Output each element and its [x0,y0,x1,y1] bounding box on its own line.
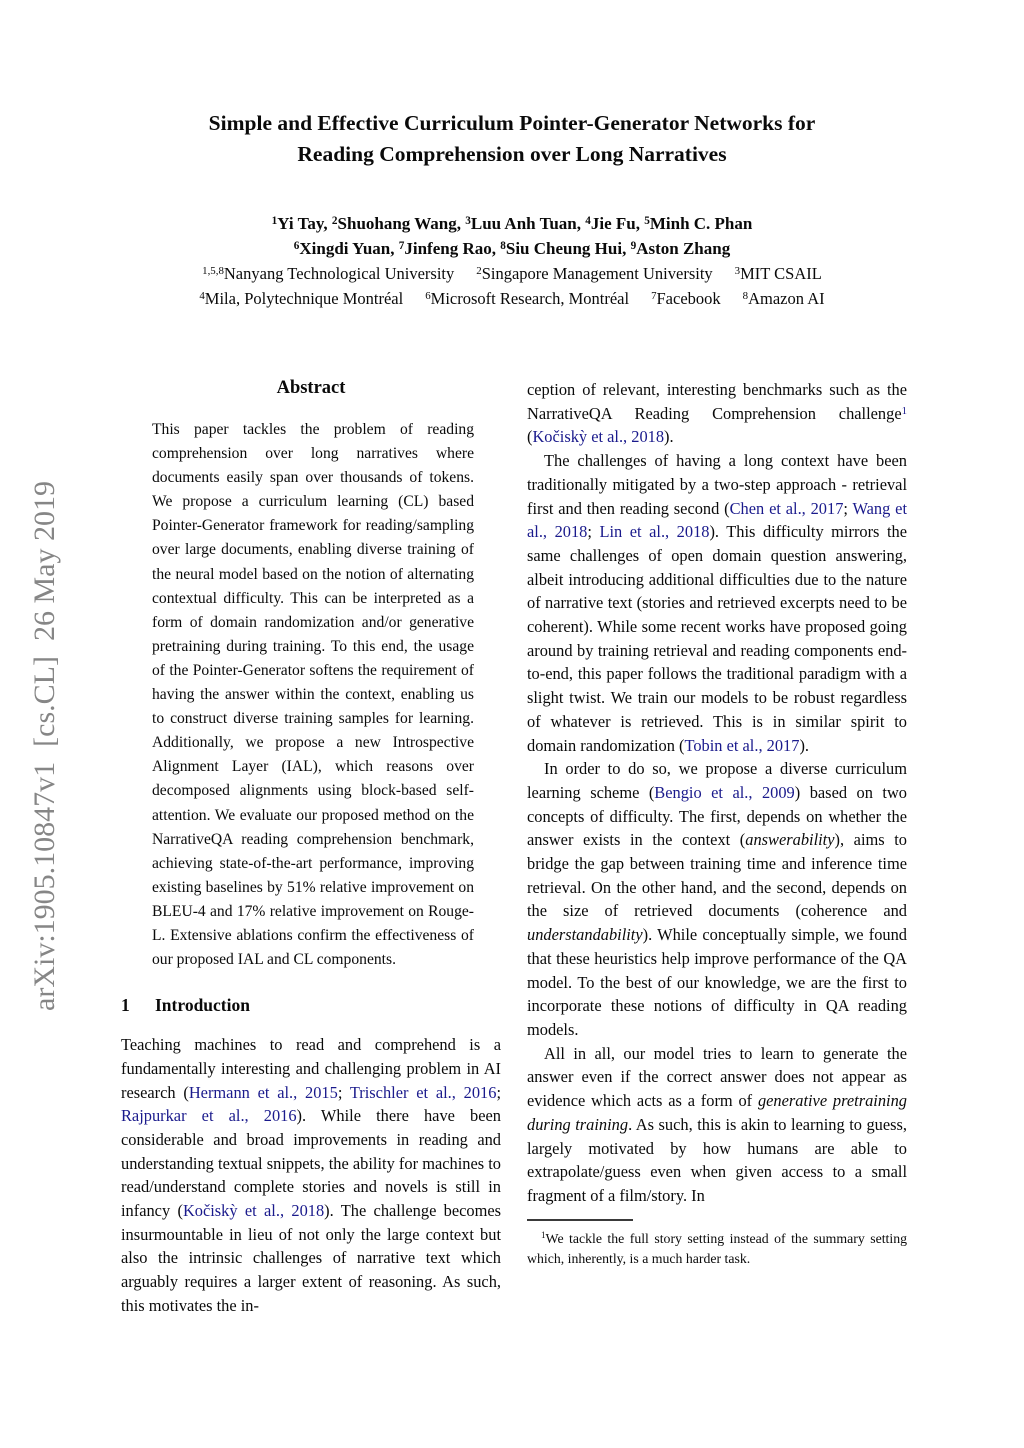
emphasis-text: answerability [745,830,835,850]
text-run: ; [337,1082,350,1102]
superscript: 8 [500,239,506,252]
right-column [527,378,907,1269]
text-run: ception of relevant, interesting benchmarks such as the NarrativeQA Reading Comprehension challenge [527,380,907,423]
text-run: ) based on two concepts of difficulty. The first, depends on whether the answer exists in the context ( [527,782,907,850]
superscript: 1 [271,214,278,227]
text-run: ). While conceptually simple, we found that these heuristics help improve performance of the QA model. To the best of our knowledge, we are the first to incorporate these notions of difficulty in QA reading models. [527,925,907,1039]
text-run: Jinfeng Rao, [404,239,501,258]
emphasis-text: understandability [527,925,643,945]
text-run: ). [664,427,674,447]
col2-paragraph-1 [527,378,907,449]
section-number: 1 [121,995,130,1016]
abstract-text: This paper tackles the problem of reading comprehension over long narratives where documents easily span over thousands of tokens. We propose a curriculum learning (CL) based Pointer-Generator framework for reading/sampling over large documents, enabling diverse training of the neural model based on the notion of alternating contextual difficulty. This can be interpreted as a form of domain randomization and/or generative pretraining during training. To this end, the usage of the Pointer-Generator softens the requirement of having the answer within the context, enabling us to construct diverse training samples for learning. Additionally, we propose a new Introspective Alignment Layer (IAL), which reasons over decomposed alignments using block-based self-attention. We evaluate our proposed method on the NarrativeQA reading comprehension benchmark, achieving state-of-the-art performance, improving existing baselines by 51% relative improvement on BLEU-4 and 17% relative improvement on Rouge-L. Extensive ablations confirm the effectiveness of our proposed IAL and CL components. [152,421,474,969]
paper-header [0,0,1024,311]
text-run: ; [496,1082,501,1102]
citation-link[interactable]: Hermann et al., 2015 [188,1082,338,1102]
abstract-heading: Abstract [276,378,346,398]
superscript: 4 [585,214,591,227]
footnote-1 [527,1229,907,1269]
text-run: Shuohang Wang, [337,214,466,233]
text-run: ), aims to bridge the gap between training time and inference time retrieval. On the other hand, and the second, depends on the size of retrieved documents (coherence and [527,830,907,921]
author-line-2 [0,236,1024,261]
text-run: ( [527,427,533,447]
section-1-heading [121,995,501,1016]
text-run: Minh C. Phan [649,214,753,233]
citation-link[interactable]: Bengio et al., 2009 [654,782,795,802]
superscript: 6 [293,239,300,252]
citation-link[interactable]: Tobin et al., 2017 [684,735,800,755]
superscript: 2 [476,264,482,277]
section-title: Introduction [155,995,250,1016]
text-run: Facebook [656,289,721,308]
citation-link[interactable]: Trischler et al., 2016 [349,1082,497,1102]
text-run: In order to do so, we propose a diverse curriculum learning scheme ( [527,759,907,802]
arxiv-watermark: arXiv:1905.10847v1 [cs.CL] 26 May 2019 [28,481,61,1011]
superscript: 9 [630,239,637,252]
text-run: Luu Anh Tuan, [470,214,586,233]
text-run: MIT CSAIL [740,264,822,283]
text-run: Nanyang Technological University [223,264,455,283]
paper-title-line-2: Reading Comprehension over Long Narratives [297,142,727,166]
superscript: 3 [465,214,471,227]
text-run: ). [799,735,809,755]
superscript: 7 [398,239,405,252]
paper-title [0,108,1024,170]
superscript: 2 [331,214,338,227]
superscript: 4 [199,289,205,302]
author-block [0,211,1024,311]
text-run: Amazon AI [748,289,825,308]
superscript: 5 [644,214,650,227]
text-run: Xingdi Yuan, [299,239,399,258]
text-run: ; [587,522,600,542]
col2-paragraph-4 [527,1042,907,1208]
paper-title-line-1: Simple and Effective Curriculum Pointer-Generator Networks for [208,111,816,135]
citation-link[interactable]: Kočiskỳ et al., 2018 [182,1201,325,1221]
citation-link[interactable]: Chen et al., 2017 [729,498,844,518]
superscript: 1 [541,1230,546,1241]
text-run: Aston Zhang [636,239,731,258]
footnote-rule [527,1219,633,1221]
left-column [121,378,501,1318]
affiliation-line-2 [0,286,1024,311]
text-run: Siu Cheung Hui, [505,239,631,258]
text-run: ). The challenge becomes insurmountable in lieu of not only the large context but also the intrinsic challenges of narrative text which arguably requires a larger extent of reasoning. As such, this motivates the in- [121,1201,502,1315]
superscript: 7 [651,289,657,302]
text-run: All in all, our model tries to learn to generate the answer even if the correct answer does not appear as evidence which acts as a form of [527,1043,907,1111]
text-run: Microsoft Research, Montréal [430,289,630,308]
superscript: 6 [425,289,431,302]
text-run: The challenges of having a long context have been traditionally mitigated by a two-step approach - retrieval first and then reading second ( [527,451,907,518]
intro-paragraph-1 [121,1033,501,1317]
citation-link[interactable]: Wang et al., 2018 [527,498,907,542]
text-run: Yi Tay, [277,214,332,233]
emphasis-text: generative pretraining during training [527,1091,907,1134]
citation-link[interactable]: Lin et al., 2018 [599,522,710,542]
footnote-marker-link[interactable]: 1 [901,404,907,417]
text-run: . As such, this is akin to learning to guess, largely motivated by how humans are able to extrapolate/guess even when given access to a small fragment of a film/story. In [527,1114,907,1205]
text-run: Jie Fu, [590,214,645,233]
superscript: 8 [742,289,749,302]
superscript: 1,5,8 [202,264,224,277]
author-line-1 [0,211,1024,236]
superscript: 3 [734,264,741,277]
citation-link[interactable]: Kočiskỳ et al., 2018 [532,427,665,447]
text-run: Singapore Management University [481,264,713,283]
affiliation-line-1 [0,261,1024,286]
text-run: ). While there have been considerable and broad improvements in reading and understanding textual snippets, the ability for machines to read/understand complete stories and novels is still in infancy ( [121,1106,501,1221]
citation-link[interactable]: Rajpurkar et al., 2016 [121,1106,297,1126]
text-run: We tackle the full story setting instead of the summary setting which, inherently, is a much harder task. [527,1230,907,1266]
text-run: Mila, Polytechnique Montréal [204,289,404,308]
col2-paragraph-2 [527,449,907,757]
text-run: Teaching machines to read and comprehend is a fundamentally interesting and challenging problem in AI research ( [121,1035,501,1102]
text-run: ; [843,498,853,518]
col2-paragraph-3 [527,757,907,1041]
text-run: ). This difficulty mirrors the same challenges of open domain question answering, albeit introducing additional difficulties due to the nature of narrative text (stories and retrieved excerpts need to be coherent). While some recent works have proposed going around by training retrieval and reading components end-to-end, this paper follows the traditional paradigm with a slight twist. We train our models to be robust regardless of whatever is retrieved. This is in similar spirit to domain randomization ( [527,522,907,755]
